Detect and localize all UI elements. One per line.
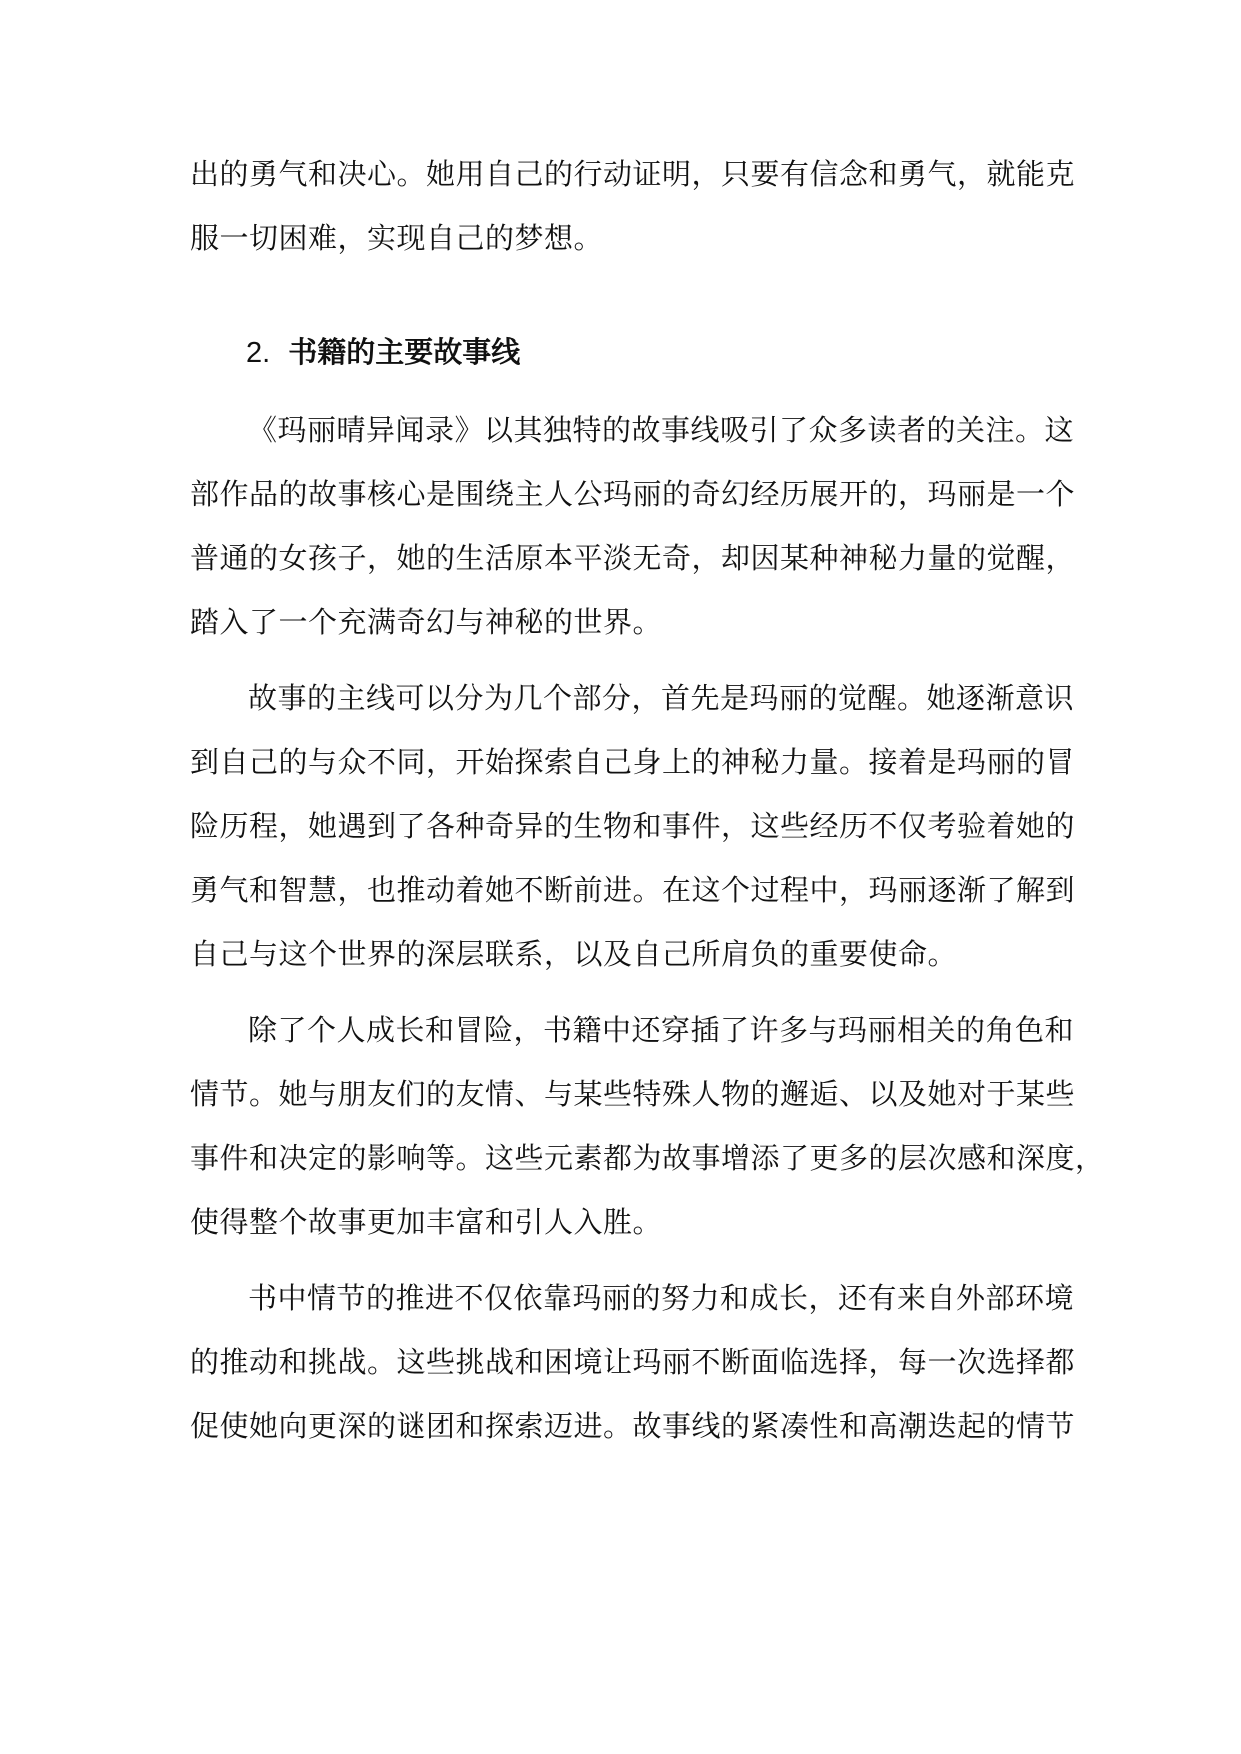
section-number: 2. [246,337,271,369]
paragraph-2 [190,666,1076,986]
paragraph-1 [190,398,1076,654]
text-line: 险历程，她遇到了各种奇异的生物和事件，这些经历不仅考验着她的 [190,809,1076,843]
section-title: 书籍的主要故事线 [288,335,521,369]
text-line: 事件和决定的影响等。这些元素都为故事增添了更多的层次感和深度， [190,1141,1105,1175]
text-line: 自己与这个世界的深层联系，以及自己所肩负的重要使命。 [190,937,958,971]
text-line: 踏入了一个充满奇幻与神秘的世界。 [190,605,663,639]
text-line: 勇气和智慧，也推动着她不断前进。在这个过程中，玛丽逐渐了解到 [190,873,1076,907]
text-line: 《玛丽晴异闻录》以其独特的故事线吸引了众多读者的关注。这 [248,413,1075,447]
text-line: 故事的主线可以分为几个部分，首先是玛丽的觉醒。她逐渐意识 [248,681,1075,715]
paragraph-3 [190,998,1105,1254]
text-line: 除了个人成长和冒险，书籍中还穿插了许多与玛丽相关的角色和 [248,1013,1075,1047]
text-line: 出的勇气和决心。她用自己的行动证明，只要有信念和勇气，就能克 [190,157,1076,191]
text-line: 促使她向更深的谜团和探索迈进。故事线的紧凑性和高潮迭起的情节 [190,1409,1076,1443]
text-line: 到自己的与众不同，开始探索自己身上的神秘力量。接着是玛丽的冒 [190,745,1076,779]
paragraph-4 [190,1266,1076,1458]
text-line: 服一切困难，实现自己的梦想。 [190,221,604,255]
text-line: 书中情节的推进不仅依靠玛丽的努力和成长，还有来自外部环境 [248,1281,1075,1315]
text-line: 使得整个故事更加丰富和引人入胜。 [190,1205,663,1239]
text-line: 情节。她与朋友们的友情、与某些特殊人物的邂逅、以及她对于某些 [190,1077,1076,1111]
continuation-paragraph [190,142,1076,270]
document-body [190,142,1105,1470]
text-line: 部作品的故事核心是围绕主人公玛丽的奇幻经历展开的，玛丽是一个 [190,477,1076,511]
text-line: 普通的女孩子，她的生活原本平淡无奇，却因某种神秘力量的觉醒， [190,541,1076,575]
section-heading [190,320,1060,384]
text-line: 的推动和挑战。这些挑战和困境让玛丽不断面临选择，每一次选择都 [190,1345,1076,1379]
